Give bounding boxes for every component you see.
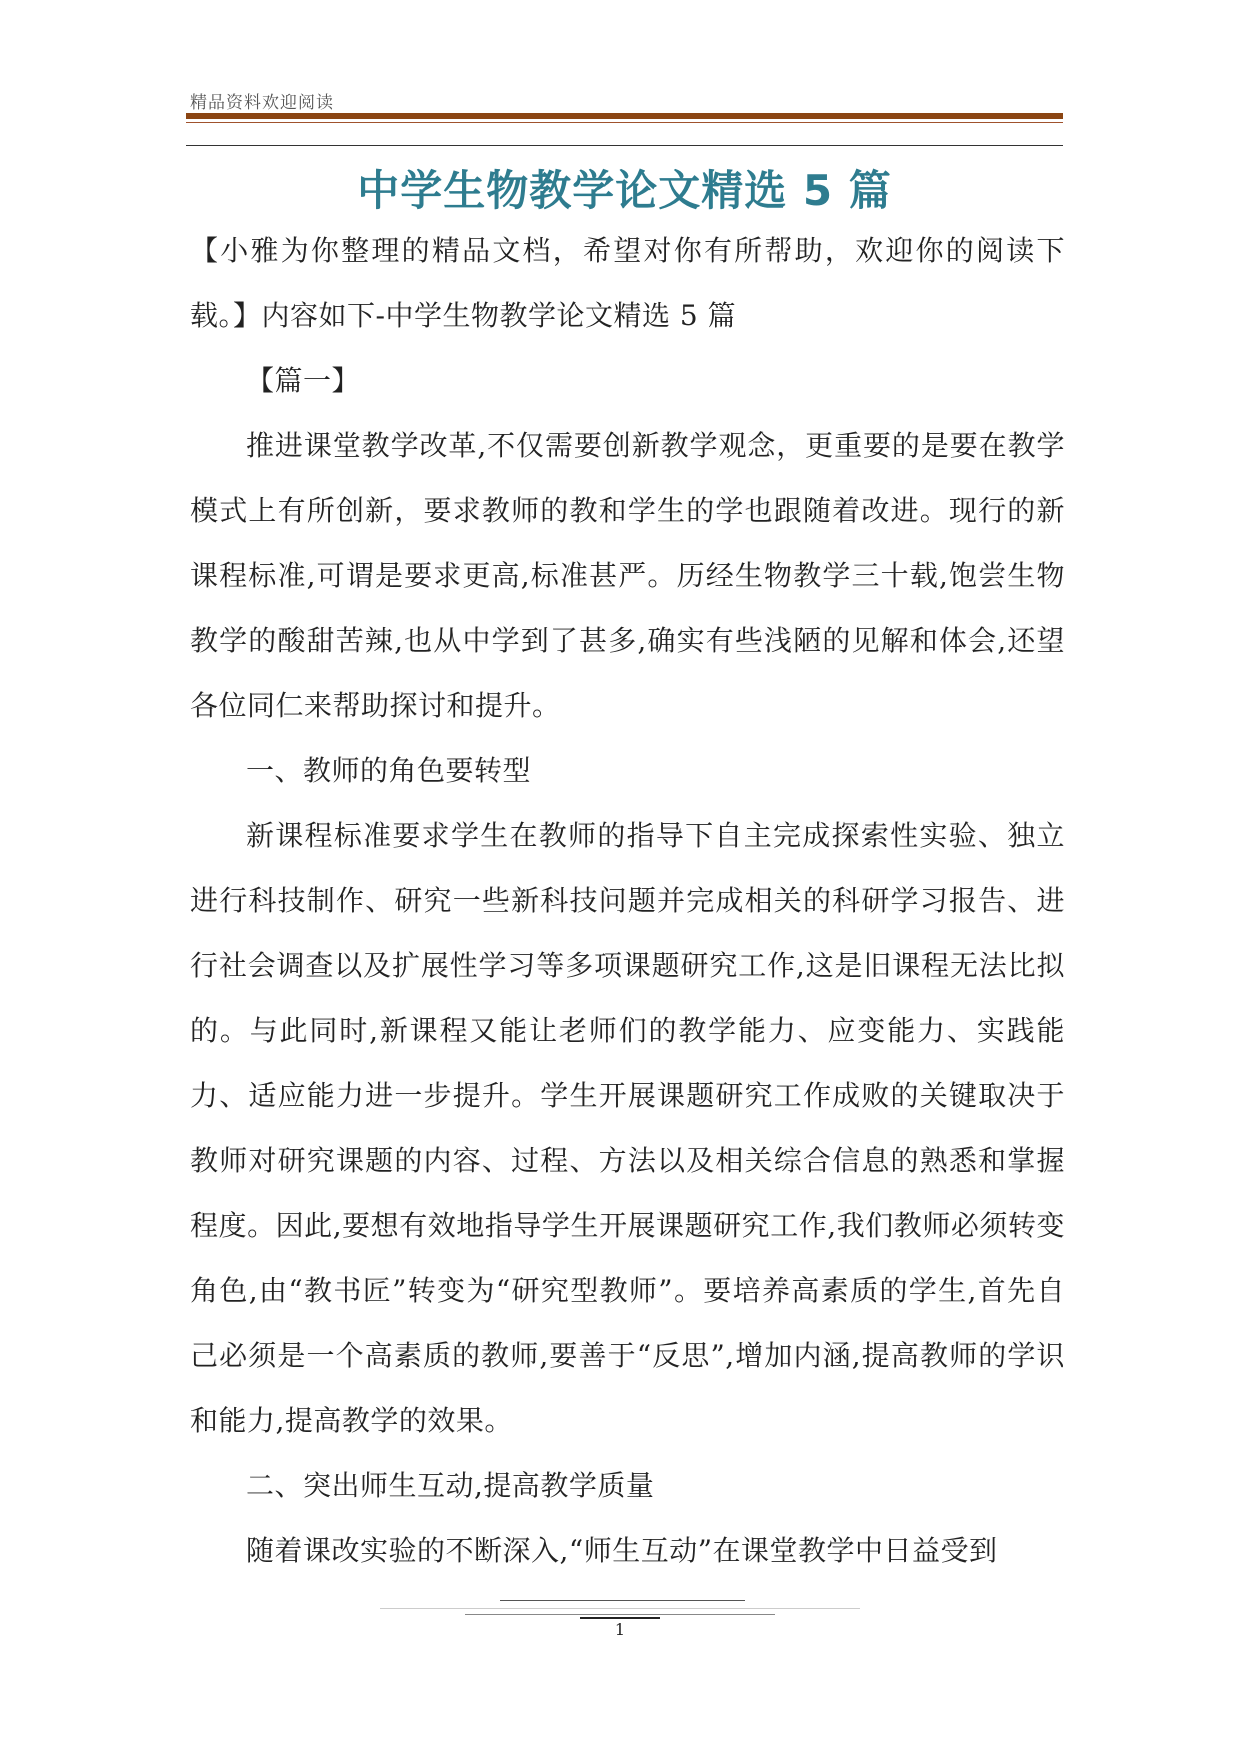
footer-rule	[580, 1617, 660, 1619]
section-heading: 一、教师的角色要转型	[246, 754, 532, 787]
document-title: 中学生物教学论文精选 5 篇	[357, 166, 892, 215]
footer-rule	[500, 1600, 745, 1601]
section-heading-part-one: 【篇一】	[246, 364, 361, 397]
body-paragraph: 推进课堂教学改革,不仅需要创新教学观念，更重要的是要在教学模式上有所创新，要求教师的教和学生的学也跟随着改进。现行的新课程标准,可谓是要求更高,标准甚严。历经生物教学三十载,饱尝生物教学的酸甜苦辣,也从中学到了甚多,确实有些浅陋的见解和体会,还望各位同仁来帮助探讨和提升。	[190, 429, 1065, 722]
footer-rule	[380, 1608, 860, 1609]
page-number: 1	[614, 1620, 626, 1639]
intro-paragraph: 【小雅为你整理的精品文档，希望对你有所帮助，欢迎你的阅读下载。】内容如下-中学生物教学论文精选 5 篇	[190, 234, 1065, 332]
header-rule-thick	[186, 113, 1063, 119]
section-heading: 二、突出师生互动,提高教学质量	[246, 1469, 655, 1502]
header-rule-bottom	[186, 145, 1063, 146]
body-paragraph: 新课程标准要求学生在教师的指导下自主完成探索性实验、独立进行科技制作、研究一些新科技问题并完成相关的科研学习报告、进行社会调查以及扩展性学习等多项课题研究工作,这是旧课程无法比拟的。与此同时,新课程又能让老师们的教学能力、应变能力、实践能力、适应能力进一步提升。学生开展课题研究工作成败的关键取决于教师对研究课题的内容、过程、方法以及相关综合信息的熟悉和掌握程度。因此,要想有效地指导学生开展课题研究工作,我们教师必须转变角色,由“教书匠”转变为“研究型教师”。要培养高素质的学生,首先自己必须是一个高素质的教师,要善于“反思”,增加内涵,提高教师的学识和能力,提高教学的效果。	[190, 819, 1065, 1437]
header-rule-thin	[186, 122, 1063, 123]
footer-rule	[465, 1614, 775, 1615]
document-body	[190, 218, 1065, 1583]
body-paragraph: 随着课改实验的不断深入,“师生互动”在课堂教学中日益受到	[246, 1534, 998, 1567]
header-text: 精品资料欢迎阅读	[190, 93, 334, 113]
